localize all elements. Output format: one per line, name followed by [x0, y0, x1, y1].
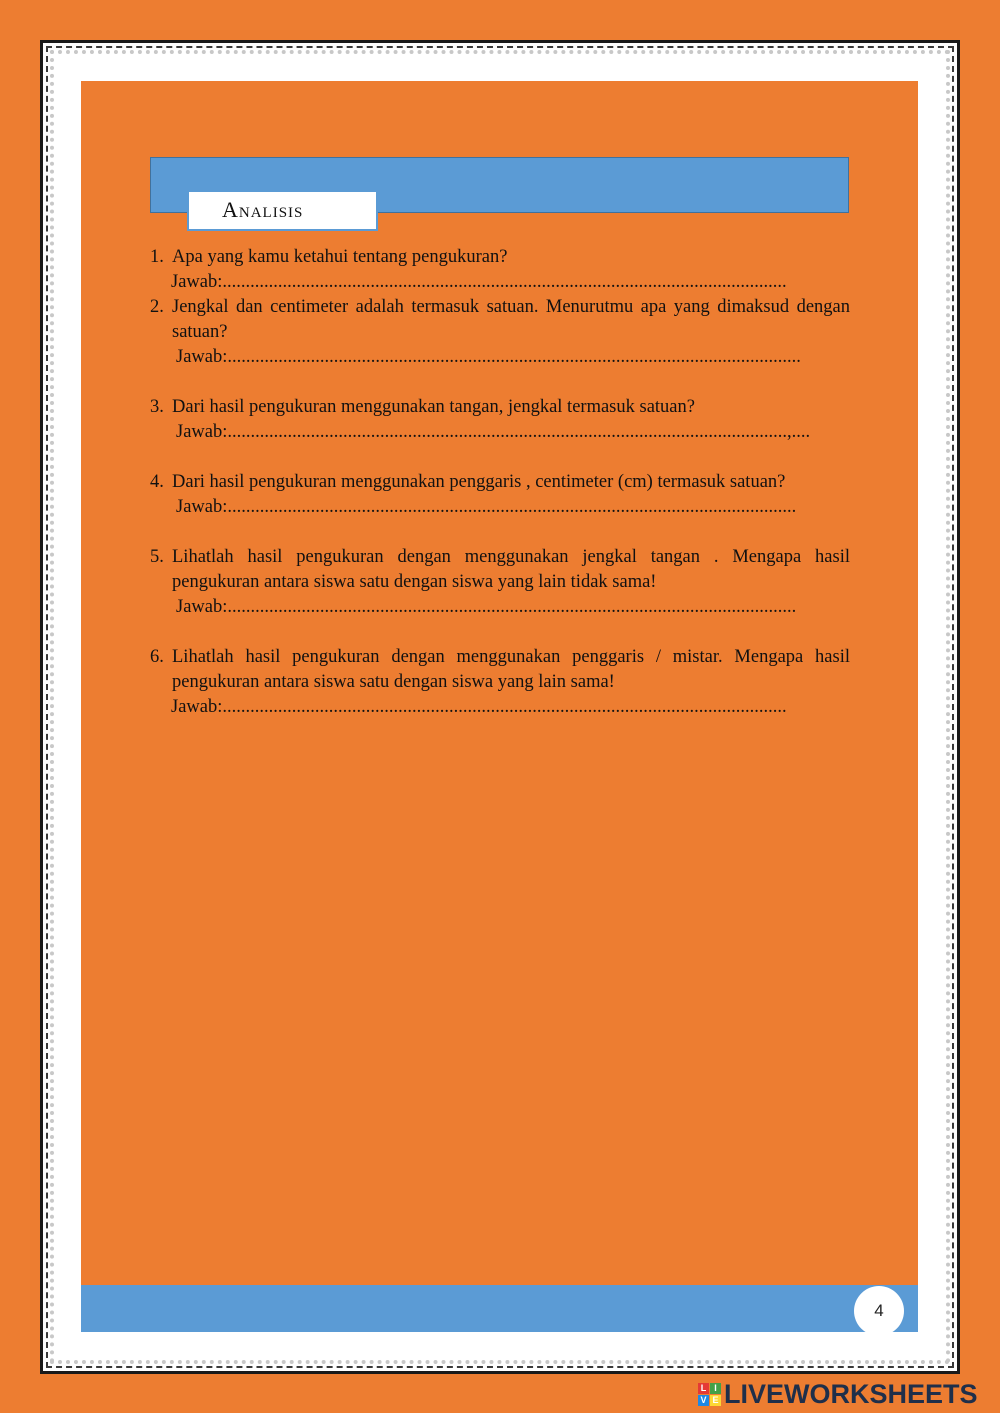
- question-6: [150, 645, 850, 720]
- question-number: 3.: [150, 397, 164, 417]
- question-1: [150, 245, 850, 295]
- section-title: Analisis: [187, 190, 378, 231]
- liveworksheets-logo: [698, 1378, 978, 1410]
- question-text: Dari hasil pengukuran menggunakan penggaris , centimeter (cm) termasuk satuan?: [172, 472, 786, 492]
- answer-line[interactable]: Jawab:...........................................................................................................................: [176, 497, 797, 517]
- answer-line[interactable]: Jawab:.........................................................................................................................,....: [176, 422, 811, 442]
- question-text: Dari hasil pengukuran menggunakan tangan, jengkal termasuk satuan?: [172, 397, 695, 417]
- question-2: [150, 295, 850, 370]
- answer-line[interactable]: Jawab:............................................................................................................................: [176, 347, 801, 367]
- question-3: [150, 395, 850, 445]
- answer-line[interactable]: Jawab:..........................................................................................................................: [171, 697, 787, 717]
- logo-text: LIVEWORKSHEETS: [724, 1378, 978, 1409]
- question-number: 4.: [150, 472, 164, 492]
- footer-band: [81, 1285, 918, 1332]
- question-text: Lihatlah hasil pengukuran dengan menggunakan jengkal tangan . Mengapa hasil pengukuran antara siswa satu dengan siswa yang lain tidak sama!: [172, 547, 850, 592]
- question-text: Lihatlah hasil pengukuran dengan menggunakan penggaris / mistar. Mengapa hasil pengukuran antara siswa satu dengan siswa yang lain sama!: [172, 647, 850, 692]
- page-number: 4: [854, 1286, 904, 1336]
- question-4: [150, 470, 850, 520]
- answer-line[interactable]: Jawab:...........................................................................................................................: [176, 597, 797, 617]
- question-list: [150, 245, 850, 720]
- answer-line[interactable]: Jawab:..........................................................................................................................: [171, 272, 787, 292]
- question-number: 5.: [150, 547, 164, 567]
- question-number: 6.: [150, 647, 164, 667]
- question-5: [150, 545, 850, 620]
- logo-badge-icon: L I V E: [698, 1383, 721, 1406]
- question-number: 1.: [150, 247, 164, 267]
- question-number: 2.: [150, 297, 164, 317]
- question-text: Jengkal dan centimeter adalah termasuk satuan. Menurutmu apa yang dimaksud dengan satuan?: [172, 297, 850, 342]
- question-text: Apa yang kamu ketahui tentang pengukuran?: [172, 247, 508, 267]
